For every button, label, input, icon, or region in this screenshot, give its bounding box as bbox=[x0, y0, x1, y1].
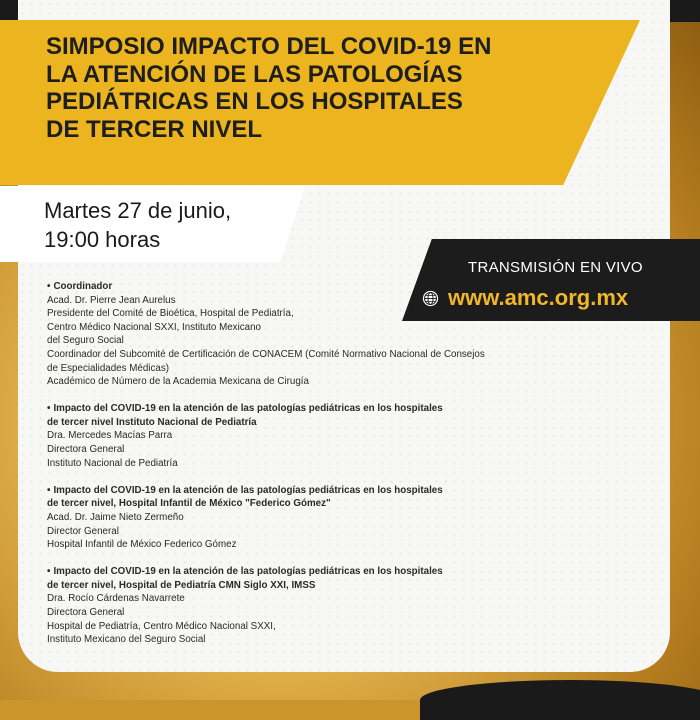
agenda-line: Director General bbox=[47, 525, 119, 537]
agenda-item bbox=[47, 565, 567, 647]
agenda-item bbox=[47, 280, 567, 389]
event-title bbox=[46, 33, 566, 143]
agenda-item bbox=[47, 484, 567, 552]
title-line: SIMPOSIO IMPACTO DEL COVID-19 EN bbox=[46, 33, 492, 60]
agenda-heading: • Coordinador bbox=[47, 281, 113, 292]
title-line: LA ATENCIÓN DE LAS PATOLOGÍAS bbox=[46, 60, 463, 88]
website-link[interactable]: www.amc.org.mx bbox=[448, 285, 629, 310]
agenda-line: Académico de Número de la Academia Mexicana de Cirugía bbox=[47, 376, 309, 388]
agenda-line: Acad. Dr. Jaime Nieto Zermeño bbox=[47, 511, 184, 523]
agenda-heading: de tercer nivel, Hospital de Pediatría CMN Siglo XXI, IMSS bbox=[47, 579, 316, 591]
title-line: DE TERCER NIVEL bbox=[46, 115, 263, 143]
agenda-heading: • Impacto del COVID-19 en la atención de las patologías pediátricas en los hospitales bbox=[47, 403, 443, 415]
agenda-line: Hospital Infantil de México Federico Gómez bbox=[47, 539, 237, 551]
agenda bbox=[47, 280, 567, 660]
agenda-heading: de tercer nivel, Hospital Infantil de México "Federico Gómez" bbox=[47, 498, 331, 510]
agenda-line: Presidente del Comité de Bioética, Hospital de Pediatría, bbox=[47, 308, 294, 320]
live-stream-label: TRANSMISIÓN EN VIVO bbox=[468, 259, 643, 276]
agenda-line: Acad. Dr. Pierre Jean Aurelus bbox=[47, 294, 176, 306]
agenda-line: Dra. Rocío Cárdenas Navarrete bbox=[47, 593, 185, 605]
agenda-line: Directora General bbox=[47, 444, 125, 456]
agenda-line: Directora General bbox=[47, 606, 125, 618]
agenda-line: del Seguro Social bbox=[47, 335, 124, 347]
agenda-line: Coordinador del Subcomité de Certificación de CONACEM (Comité Normativo Nacional de Consejos bbox=[47, 348, 485, 360]
event-date: Martes 27 de junio, bbox=[44, 198, 232, 223]
agenda-line: Instituto Nacional de Pediatría bbox=[47, 457, 178, 469]
agenda-line: Hospital de Pediatría, Centro Médico Nacional SXXI, bbox=[47, 620, 276, 632]
agenda-heading: • Impacto del COVID-19 en la atención de las patologías pediátricas en los hospitales bbox=[47, 484, 443, 496]
bottom-decoration bbox=[420, 680, 700, 720]
agenda-line: de Especialidades Médicas) bbox=[47, 362, 169, 374]
agenda-line: Instituto Mexicano del Seguro Social bbox=[47, 634, 206, 646]
agenda-heading: • Impacto del COVID-19 en la atención de las patologías pediátricas en los hospitales bbox=[47, 566, 443, 578]
title-line: PEDIÁTRICAS EN LOS HOSPITALES bbox=[46, 88, 463, 115]
agenda-line: Centro Médico Nacional SXXI, Instituto Mexicano bbox=[47, 321, 262, 333]
event-time: 19:00 horas bbox=[44, 227, 161, 252]
agenda-line: Dra. Mercedes Macías Parra bbox=[47, 430, 173, 442]
agenda-heading: de tercer nivel Instituto Nacional de Pediatría bbox=[47, 416, 257, 428]
agenda-item bbox=[47, 402, 567, 470]
